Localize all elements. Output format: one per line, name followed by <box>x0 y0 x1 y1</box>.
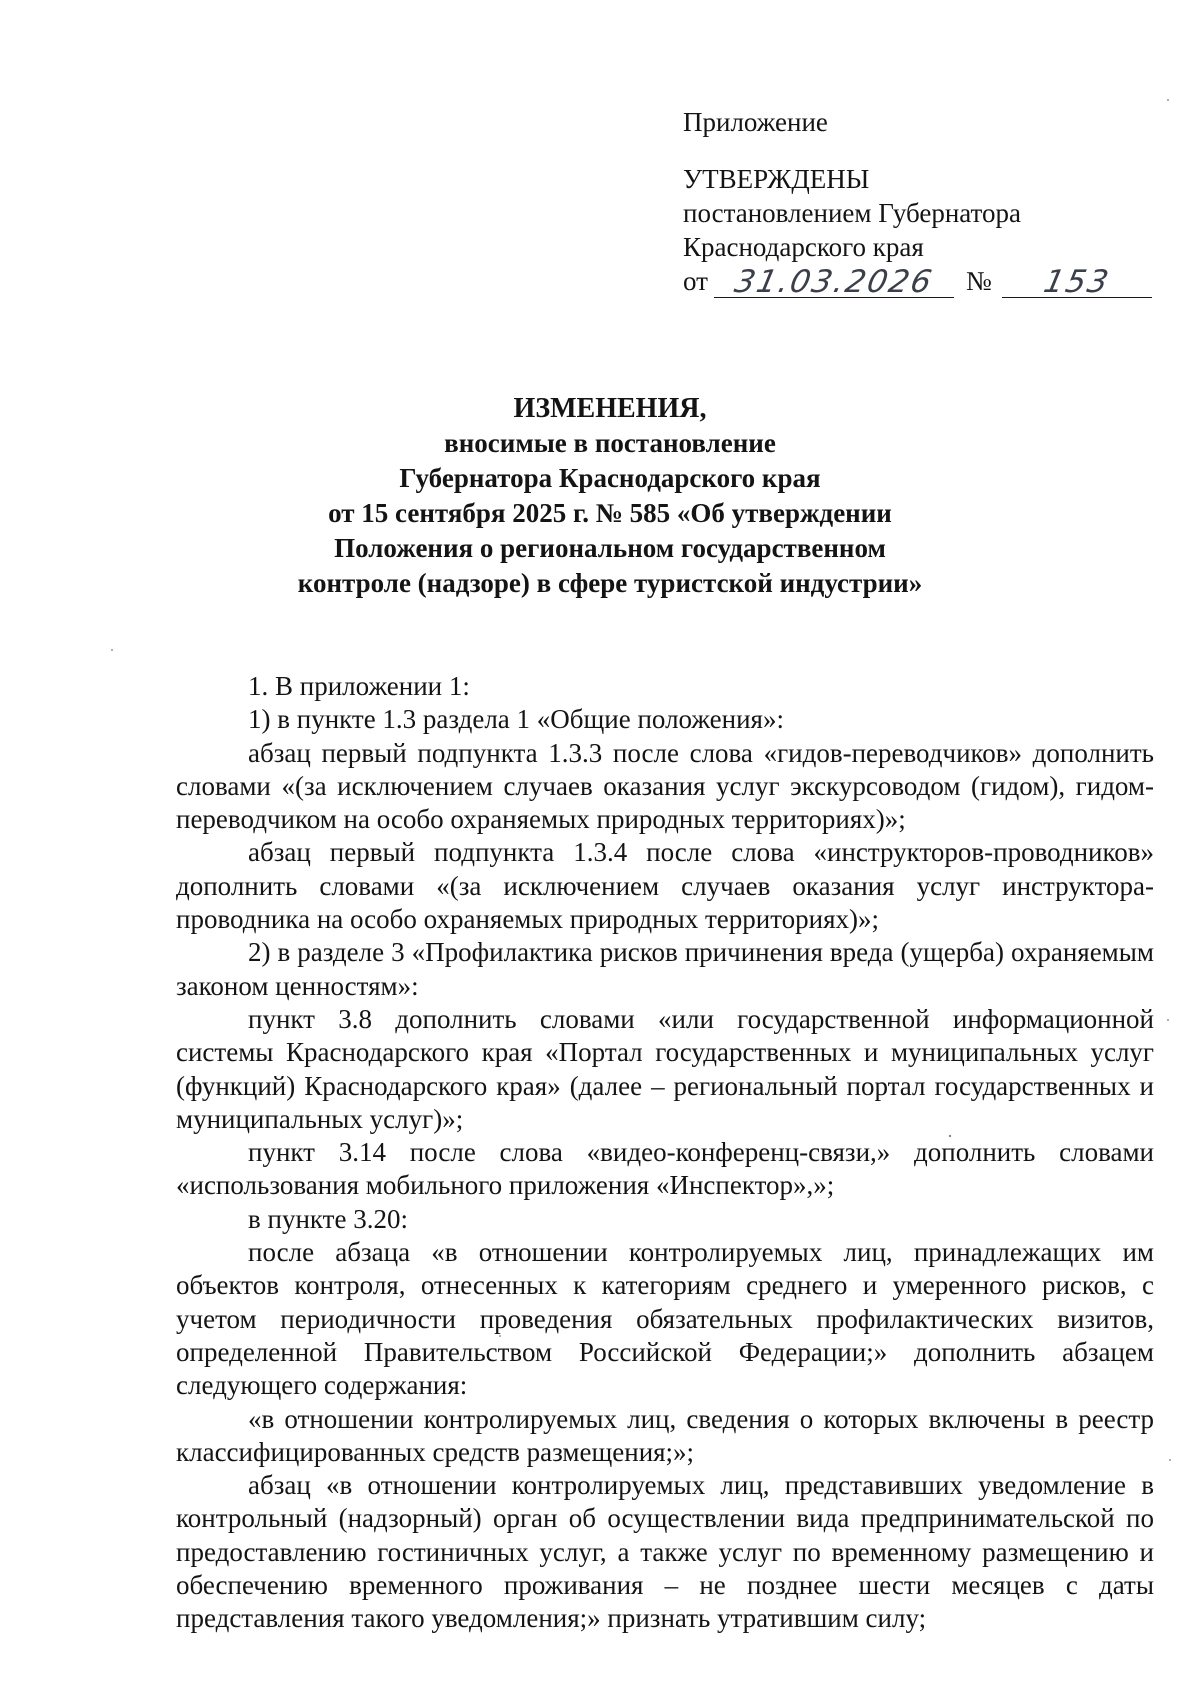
appendix-label: Приложение <box>683 107 828 137</box>
paragraph: 1. В приложении 1: <box>248 671 470 701</box>
number-prefix: № <box>965 266 992 296</box>
approved-by-line: постановлением Губернатора <box>683 198 1021 228</box>
title-main: ИЗМЕНЕНИЯ, <box>513 393 707 424</box>
date-number-line <box>683 264 1152 298</box>
paragraph: абзац «в отношении контролируемых лиц, представивших уведомление в контрольный (надзорный) орган об осуществлении вида предпринимательской по предоставлению гостиничных услуг, а также услуг по временному размещению и обеспечению временного проживания – не позднее шести месяцев с даты представления такого уведомления;» признать утратившим силу; <box>176 1470 1154 1634</box>
paragraph: пункт 3.8 дополнить словами «или государственной информационной системы Краснодарского края «Портал государственных и муниципальных услуг (функций) Краснодарского края» (далее – региональный портал государственных и муниципальных услуг)»; <box>176 1003 1154 1134</box>
title-line: вносимые в постановление <box>444 428 776 458</box>
handwritten-number: 153 <box>1040 264 1114 300</box>
paragraph: 2) в разделе 3 «Профилактика рисков причинения вреда (ущерба) охраняемым законом ценностям»: <box>176 937 1154 1001</box>
date-field <box>714 264 954 300</box>
document-title <box>140 391 1080 601</box>
approved-label: УТВЕРЖДЕНЫ <box>683 164 870 194</box>
date-prefix: от <box>683 266 708 296</box>
number-field <box>1002 264 1152 300</box>
paragraph: «в отношении контролируемых лиц, сведения о которых включены в реестр классифицированных средств размещения;»; <box>176 1403 1154 1467</box>
document-body <box>176 670 1154 1636</box>
title-line: от 15 сентября 2025 г. № 585 «Об утверждении <box>328 498 892 528</box>
paragraph: абзац первый подпункта 1.3.4 после слова «инструкторов-проводников» дополнить словами «(за исключением случаев оказания услуг инструктора-проводника на особо охраняемых природных территориях)»; <box>176 837 1154 935</box>
title-line: Положения о региональном государственном <box>334 533 886 563</box>
title-line: Губернатора Краснодарского края <box>399 463 821 493</box>
paragraph: 1) в пункте 1.3 раздела 1 «Общие положения»: <box>248 704 784 735</box>
paragraph: пункт 3.14 после слова «видео-конференц-связи,» дополнить словами «использования мобильного приложения «Инспектор»,»; <box>176 1137 1154 1201</box>
approval-block <box>683 105 1152 298</box>
handwritten-date: 31.03.2026 <box>731 264 937 300</box>
title-line: контроле (надзоре) в сфере туристской индустрии» <box>297 568 923 598</box>
paragraph: в пункте 3.20: <box>248 1203 408 1234</box>
paragraph: после абзаца «в отношении контролируемых лиц, принадлежащих им объектов контроля, отнесенных к категориям среднего и умеренного рисков, с учетом периодичности проведения обязательных профилактических визитов, определенной Правительством Российской Федерации;» дополнить абзацем следующего содержания: <box>176 1237 1154 1401</box>
approved-region-line: Краснодарского края <box>683 232 924 262</box>
paragraph: абзац первый подпункта 1.3.3 после слова «гидов-переводчиков» дополнить словами «(за исключением случаев оказания услуг экскурсоводом (гидом), гидом-переводчиком на особо охраняемых природных территориях)»; <box>176 737 1154 835</box>
